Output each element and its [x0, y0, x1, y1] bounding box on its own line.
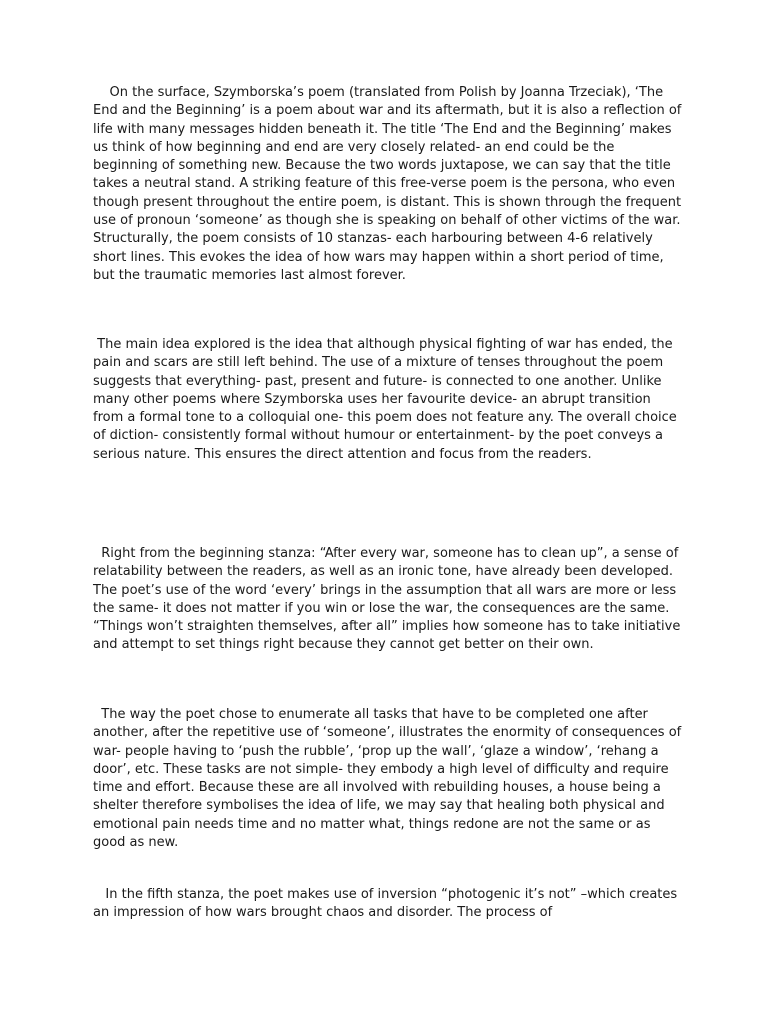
paragraph-1: On the surface, Szymborska’s poem (translated from Polish by Joanna Trzeciak), ‘The End and the Beginning’ is a poem about war and its aftermath, but it is also a reflection of life with many messages hidden beneath it. The title ‘The End and the Beginning’ makes us think of how beginning and end are very closely related- an end could be the beginning of something new. Because the two words juxtapose, we can say that the title takes a neutral stand. A striking feature of this free-verse poem is the persona, who even though present throughout the entire poem, is distant. This is shown through the frequent use of pronoun ‘someone’ as though she is speaking on behalf of other victims of the war. Structurally, the poem consists of 10 stanzas- each harbouring between 4-6 relatively short lines. This evokes the idea of how wars may happen within a short period of time, but the traumatic memories last almost forever.	[93, 85, 686, 283]
paragraph-5: In the fifth stanza, the poet makes use of inversion “photogenic it’s not” –which creates an impression of how wars brought chaos and disorder. The process of	[93, 887, 682, 921]
paragraph-4: The way the poet chose to enumerate all tasks that have to be completed one after another, after the repetitive use of ‘someone’, illustrates the enormity of consequences of war- people having to ‘push the rubble’, ‘prop up the wall’, ‘glaze a window’, ‘rehang a door’, etc. These tasks are not simple- they embody a high level of difficulty and require time and effort. Because these are all involved with rebuilding houses, a house being a shelter therefore symbolises the idea of life, we may say that healing both physical and emotional pain needs time and no matter what, things redone are not the same or as good as new.	[93, 707, 686, 851]
paragraph-2: The main idea explored is the idea that although physical fighting of war has ended, the pain and scars are still left behind. The use of a mixture of tenses throughout the poem suggests that everything- past, present and future- is connected to one another. Unlike many other poems where Szymborska uses her favourite device- an abrupt transition from a formal tone to a colloquial one- this poem does not feature any. The overall choice of diction- consistently formal without humour or entertainment- by the poet conveys a serious nature. This ensures the direct attention and focus from the readers.	[93, 337, 681, 462]
paragraph-3: Right from the beginning stanza: “After every war, someone has to clean up”, a sense of relatability between the readers, as well as an ironic tone, have already been developed. The poet’s use of the word ‘every’ brings in the assumption that all wars are more or less the same- it does not matter if you win or lose the war, the consequences are the same. “Things won’t straighten themselves, after all” implies how someone has to take initiative and attempt to set things right because they cannot get better on their own.	[93, 546, 685, 653]
